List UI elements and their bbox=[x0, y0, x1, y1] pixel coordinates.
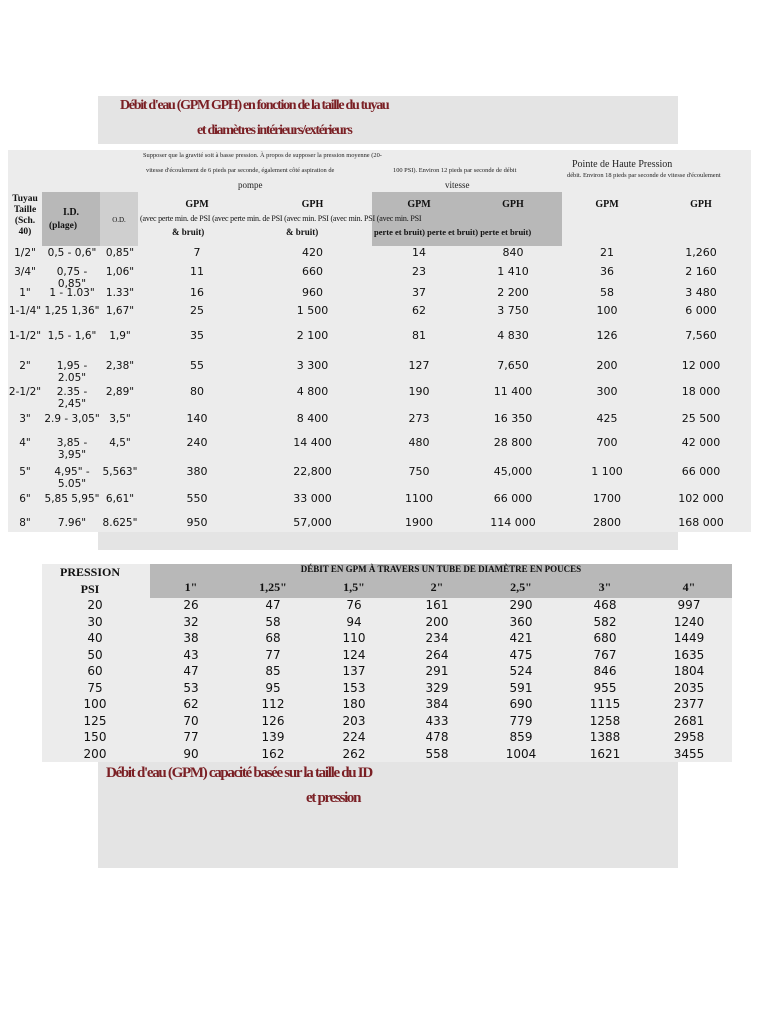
table2-col-header: 2" bbox=[430, 580, 444, 594]
table2-cell: 846 bbox=[593, 664, 617, 678]
table1-cell-h1: 420 bbox=[302, 246, 323, 259]
table2-cell: 329 bbox=[425, 680, 449, 695]
table1-cell-h3: 42 000 bbox=[681, 436, 721, 449]
table2-cell: 124 bbox=[342, 647, 366, 662]
table2-cell: 1449 bbox=[673, 631, 705, 645]
header-bruit-a: & bruit) bbox=[172, 227, 205, 237]
table2-cell: 779 bbox=[509, 713, 533, 728]
table1-cell-h3: 2 160 bbox=[685, 265, 717, 278]
table1-cell-od: 1,9" bbox=[109, 330, 131, 342]
table1-cell-od: 1.33" bbox=[105, 287, 135, 299]
table2-cell: 2035 bbox=[673, 680, 705, 695]
header-plage: (plage) bbox=[49, 221, 77, 231]
table2-cell: 38 bbox=[183, 631, 199, 645]
table2-psi-cell: 30 bbox=[87, 614, 103, 629]
table2-cell: 112 bbox=[261, 697, 285, 711]
table1-cell-size: 2" bbox=[19, 360, 31, 372]
table2-cell: 77 bbox=[183, 730, 199, 744]
table1-cell-h2: 4 830 bbox=[497, 329, 529, 342]
note-speed-12: 100 PSI). Environ 12 pieds par seconde de débit bbox=[393, 167, 517, 174]
table1-bottom-strip bbox=[98, 532, 678, 550]
table2-cell: 234 bbox=[425, 631, 449, 645]
table1-cell-g2: 23 bbox=[412, 265, 426, 278]
header-psi-subline: (avec perte min. de PSI (avec perte min. de PSI (avec min. PSI (avec min. PSI (avec min. PSI bbox=[140, 214, 422, 223]
table2-cell: 859 bbox=[509, 730, 533, 744]
table1-cell-h2: 16 350 bbox=[493, 412, 533, 425]
table2-cell: 70 bbox=[183, 713, 199, 728]
table1-cell-g3: 425 bbox=[596, 412, 618, 425]
table2-cell: 32 bbox=[183, 614, 199, 629]
table2-cell: 433 bbox=[425, 713, 449, 728]
table1-cell-h1: 660 bbox=[302, 265, 323, 278]
table1-cell-h3: 102 000 bbox=[678, 492, 724, 505]
doc-title2-line1: Débit d'eau (GPM) capacité basée sur la taille du ID bbox=[106, 765, 372, 781]
table1-cell-g3: 58 bbox=[600, 286, 614, 299]
table2-cell: 680 bbox=[593, 631, 617, 645]
table1-cell-g2: 190 bbox=[408, 385, 430, 398]
table1-cell-g2: 14 bbox=[412, 246, 426, 259]
header-gph-2: GPH bbox=[502, 199, 524, 210]
table1-cell-g2: 127 bbox=[408, 359, 430, 372]
table2-cell: 161 bbox=[425, 598, 449, 612]
table1-cell-size: 5" bbox=[19, 466, 31, 478]
table2-cell: 62 bbox=[183, 697, 199, 711]
table1-cell-g3: 1 100 bbox=[591, 465, 623, 478]
note-vitesse: vitesse bbox=[445, 180, 470, 190]
table1-cell-g1: 140 bbox=[186, 412, 208, 425]
table2-cell: 2681 bbox=[673, 713, 705, 728]
table2-cell: 126 bbox=[261, 713, 285, 728]
table1-cell-size: 3" bbox=[19, 413, 31, 425]
table1-cell-od: 5,563" bbox=[102, 466, 138, 478]
table1-cell-g1: 35 bbox=[190, 329, 204, 342]
table1-cell-h3: 1,260 bbox=[685, 246, 717, 259]
table1-cell-g3: 700 bbox=[596, 436, 618, 449]
header-bruit-c: perte et bruit) perte et bruit) perte et bruit) bbox=[374, 227, 532, 237]
table1-cell-g3: 36 bbox=[600, 265, 614, 278]
table2-cell: 94 bbox=[346, 614, 362, 629]
table2-cell: 1388 bbox=[589, 730, 621, 744]
table1-cell-g2: 62 bbox=[412, 304, 426, 317]
table2-cell: 997 bbox=[677, 598, 701, 612]
table1-cell-h3: 12 000 bbox=[681, 359, 721, 372]
table1-cell-g1: 7 bbox=[193, 246, 201, 259]
table2-psi-cell: 60 bbox=[87, 664, 103, 678]
header-tuyau: Tuyau Taille (Sch. 40) bbox=[12, 194, 38, 237]
table1-cell-h1: 8 400 bbox=[296, 412, 329, 425]
table1-cell-od: 0,85" bbox=[105, 247, 135, 259]
table2-cell: 2958 bbox=[673, 730, 705, 744]
table2-cell: 77 bbox=[265, 647, 281, 662]
table1-cell-g2: 1100 bbox=[405, 492, 433, 505]
table1-cell-h1: 3 300 bbox=[296, 359, 329, 372]
table2-cell: 262 bbox=[342, 746, 366, 761]
table2-cell: 955 bbox=[593, 680, 617, 695]
table1-cell-id: 2.9 - 3,05" bbox=[44, 413, 100, 425]
table2-psi-cell: 40 bbox=[87, 631, 103, 645]
table1-cell-id: 5,85 5,95" bbox=[44, 493, 100, 505]
table1-cell-id: 4,95" - 5.05" bbox=[54, 466, 90, 490]
table1-cell-g3: 300 bbox=[596, 385, 618, 398]
table1-cell-od: 1,67" bbox=[105, 305, 135, 317]
note-pompe: pompe bbox=[238, 180, 263, 190]
table1-cell-id: 1,25 1,36" bbox=[44, 305, 100, 317]
table1-cell-h2: 2 200 bbox=[497, 286, 529, 299]
table2-psi-cell: 75 bbox=[87, 680, 103, 695]
table1-cell-h1: 33 000 bbox=[293, 492, 332, 505]
table1-cell-size: 4" bbox=[19, 437, 31, 449]
table1-cell-g1: 25 bbox=[190, 304, 204, 317]
table1-cell-g3: 126 bbox=[596, 329, 618, 342]
table1-cell-size: 1/2" bbox=[14, 247, 36, 259]
table2-cell: 200 bbox=[425, 614, 449, 629]
table2-cell: 478 bbox=[425, 730, 449, 744]
header-id: I.D. bbox=[62, 207, 80, 218]
table1-cell-id: 1,5 - 1,6" bbox=[47, 330, 97, 342]
table1-cell-h3: 25 500 bbox=[681, 412, 721, 425]
table2-cell: 1635 bbox=[673, 647, 705, 662]
table1-cell-g1: 80 bbox=[190, 385, 204, 398]
table2-col-header: 3" bbox=[598, 580, 612, 594]
table1-cell-g2: 81 bbox=[412, 329, 426, 342]
table1-cell-g1: 380 bbox=[186, 465, 208, 478]
table2-cell: 76 bbox=[346, 598, 362, 612]
table2-col-header: 1" bbox=[184, 580, 198, 594]
header-gpm-1: GPM bbox=[185, 199, 209, 210]
doc-title2-line2: et pression bbox=[306, 790, 361, 806]
table2-col-header: 2,5" bbox=[510, 580, 532, 594]
table2-cell: 43 bbox=[183, 647, 199, 662]
table1-cell-h1: 4 800 bbox=[296, 385, 329, 398]
table1-cell-h3: 7,560 bbox=[685, 329, 717, 342]
table1-cell-od: 6,61" bbox=[105, 493, 135, 505]
header-bruit-b: & bruit) bbox=[286, 227, 319, 237]
table1-cell-od: 3,5" bbox=[109, 413, 131, 425]
table1-cell-od: 2,89" bbox=[105, 386, 135, 398]
table1-cell-h2: 66 000 bbox=[493, 492, 533, 505]
table2-psi-cell: 20 bbox=[87, 598, 103, 612]
table1-cell-h2: 28 800 bbox=[493, 436, 533, 449]
table1-cell-id: 3,85 - 3,95" bbox=[56, 437, 88, 461]
table1-cell-h2: 45,000 bbox=[493, 465, 533, 478]
table2-psi-cell: 150 bbox=[83, 730, 107, 744]
table1-cell-g3: 100 bbox=[596, 304, 618, 317]
table2-cell: 264 bbox=[425, 647, 449, 662]
table1-cell-g3: 21 bbox=[600, 246, 614, 259]
table1-cell-g1: 11 bbox=[190, 265, 204, 278]
header-gpm-2: GPM bbox=[407, 199, 431, 210]
table1-cell-g2: 273 bbox=[408, 412, 430, 425]
table2-psi-cell: 200 bbox=[83, 746, 107, 761]
table1-cell-size: 1" bbox=[19, 287, 31, 299]
table1-cell-g3: 200 bbox=[596, 359, 618, 372]
table2-col-header: 4" bbox=[682, 580, 696, 594]
table2-cell: 1804 bbox=[673, 664, 705, 678]
table2-psi-cell: 50 bbox=[87, 647, 103, 662]
table1-cell-size: 2-1/2" bbox=[8, 386, 42, 398]
table1-cell-id: 1 - 1.03" bbox=[49, 287, 95, 299]
table2-cell: 58 bbox=[265, 614, 281, 629]
table2-cell: 290 bbox=[509, 598, 533, 612]
table2-psi-cell: 100 bbox=[83, 697, 107, 711]
table1-cell-h2: 114 000 bbox=[490, 516, 536, 529]
table1-cell-g2: 1900 bbox=[405, 516, 433, 529]
header-gpm-3: GPM bbox=[595, 199, 619, 210]
table1-cell-g1: 550 bbox=[186, 492, 208, 505]
table1-cell-h2: 1 410 bbox=[497, 265, 529, 278]
note-speed-6: vitesse d'écoulement de 6 pieds par seconde, également côté aspiration de bbox=[146, 167, 335, 174]
table2-col-header: 1,5" bbox=[343, 580, 365, 594]
table1-cell-g1: 55 bbox=[190, 359, 204, 372]
table1-cell-h3: 18 000 bbox=[681, 385, 721, 398]
table2-cell: 1240 bbox=[673, 614, 705, 629]
table2-cell: 3455 bbox=[673, 746, 705, 761]
table2-cell: 85 bbox=[265, 664, 281, 678]
doc-title-line1: Débit d'eau (GPM GPH) en fonction de la taille du tuyau bbox=[120, 98, 389, 113]
table2-cell: 47 bbox=[183, 664, 199, 678]
header-gph-3: GPH bbox=[690, 199, 712, 210]
header-gph-1: GPH bbox=[301, 199, 324, 210]
table2-cell: 524 bbox=[509, 664, 533, 678]
table1-cell-size: 3/4" bbox=[14, 266, 36, 278]
table2-cell: 690 bbox=[509, 697, 533, 711]
table2-psi-label: PSI bbox=[80, 582, 100, 596]
table2-cell: 1258 bbox=[589, 713, 621, 728]
table1-cell-g2: 750 bbox=[408, 465, 430, 478]
table1-cell-h3: 66 000 bbox=[681, 465, 721, 478]
table1-cell-od: 4,5" bbox=[109, 437, 131, 449]
table1-cell-h3: 168 000 bbox=[678, 516, 724, 529]
table1-cell-h1: 960 bbox=[302, 286, 323, 299]
table2-cell: 224 bbox=[342, 730, 366, 744]
table2-cell: 582 bbox=[593, 614, 617, 629]
table1-cell-size: 1-1/4" bbox=[8, 305, 42, 317]
table1-cell-h1: 57,000 bbox=[293, 516, 332, 529]
table1-cell-id: 2.35 - 2,45" bbox=[56, 386, 88, 410]
table2-cell: 1115 bbox=[589, 697, 621, 711]
table2-cell: 421 bbox=[509, 631, 533, 645]
table2-cell: 153 bbox=[342, 680, 366, 695]
table1-cell-size: 6" bbox=[19, 493, 31, 505]
table1-cell-h1: 1 500 bbox=[296, 304, 329, 317]
table2-cell: 180 bbox=[342, 697, 366, 711]
table1-cell-h2: 11 400 bbox=[493, 385, 533, 398]
table2-cell: 384 bbox=[425, 697, 449, 711]
table2-cell: 558 bbox=[425, 746, 449, 761]
table1-cell-g1: 950 bbox=[186, 516, 208, 529]
table2-cell: 95 bbox=[265, 680, 281, 695]
table1-cell-id: 0,5 - 0,6" bbox=[47, 247, 97, 259]
table1-cell-g2: 480 bbox=[408, 436, 430, 449]
table1-cell-od: 2,38" bbox=[105, 360, 135, 372]
table1-cell-id: 1,95 - 2.05" bbox=[56, 360, 88, 384]
table2-cell: 591 bbox=[509, 680, 533, 695]
table2-cell: 162 bbox=[261, 746, 285, 761]
table2-col-header: 1,25" bbox=[259, 580, 287, 594]
table2-cell: 139 bbox=[261, 730, 285, 744]
table2-cell: 1004 bbox=[505, 746, 537, 761]
table1-cell-h2: 7,650 bbox=[497, 359, 529, 372]
table2-cell: 203 bbox=[342, 713, 366, 728]
note-gravity: Supposer que la gravité soit à basse pression. À propos de supposer la pression moyenne (20- bbox=[143, 152, 382, 159]
table2-cell: 767 bbox=[593, 647, 617, 662]
note-speed-18: débit. Environ 18 pieds par seconde de vitesse d'écoulement bbox=[567, 172, 721, 179]
table1-cell-g3: 2800 bbox=[593, 516, 621, 529]
table1-cell-size: 1-1/2" bbox=[8, 330, 42, 342]
doc-title-line2: et diamètres intérieurs/extérieurs bbox=[197, 123, 352, 138]
table2-cell: 110 bbox=[342, 631, 366, 645]
table2-cell: 90 bbox=[183, 746, 199, 761]
table1-cell-od: 8.625" bbox=[102, 517, 138, 529]
table2-cell: 137 bbox=[342, 664, 366, 678]
table2-cell: 68 bbox=[265, 631, 281, 645]
table2-cell: 2377 bbox=[673, 697, 705, 711]
table1-cell-h1: 14 400 bbox=[293, 436, 332, 449]
table1-cell-h2: 3 750 bbox=[497, 304, 529, 317]
table2-title: DÉBIT EN GPM À TRAVERS UN TUBE DE DIAMÈTRE EN POUCES bbox=[300, 564, 582, 574]
table2-psi-cell: 125 bbox=[83, 713, 107, 728]
table2-pression-label: PRESSION bbox=[59, 565, 121, 579]
table1-cell-g3: 1700 bbox=[593, 492, 621, 505]
table1-cell-h1: 22,800 bbox=[293, 465, 332, 478]
table2-cell: 53 bbox=[183, 680, 199, 695]
table1-cell-id: 7.96" bbox=[57, 517, 87, 529]
table1-cell-g1: 240 bbox=[186, 436, 208, 449]
table1-cell-h3: 6 000 bbox=[685, 304, 717, 317]
table1-cell-h2: 840 bbox=[502, 246, 524, 259]
header-block-id bbox=[42, 192, 100, 246]
table2-cell: 47 bbox=[265, 598, 281, 612]
table2-cell: 360 bbox=[509, 614, 533, 629]
table2-cell: 475 bbox=[509, 647, 533, 662]
table1-cell-od: 1,06" bbox=[105, 266, 135, 278]
table1-cell-id: 0,75 - 0,85" bbox=[56, 266, 88, 290]
table1-cell-h3: 3 480 bbox=[685, 286, 717, 299]
table1-cell-g2: 37 bbox=[412, 286, 426, 299]
table2-cell: 26 bbox=[183, 598, 199, 612]
table2-cell: 291 bbox=[425, 664, 449, 678]
table1-cell-g1: 16 bbox=[190, 286, 204, 299]
header-od: O.D. bbox=[112, 216, 126, 224]
table2-cell: 1621 bbox=[589, 746, 621, 761]
table1-cell-size: 8" bbox=[19, 517, 31, 529]
table2-cell: 468 bbox=[593, 598, 617, 612]
note-high-pressure: Pointe de Haute Pression bbox=[572, 159, 673, 170]
table1-cell-h1: 2 100 bbox=[296, 329, 329, 342]
